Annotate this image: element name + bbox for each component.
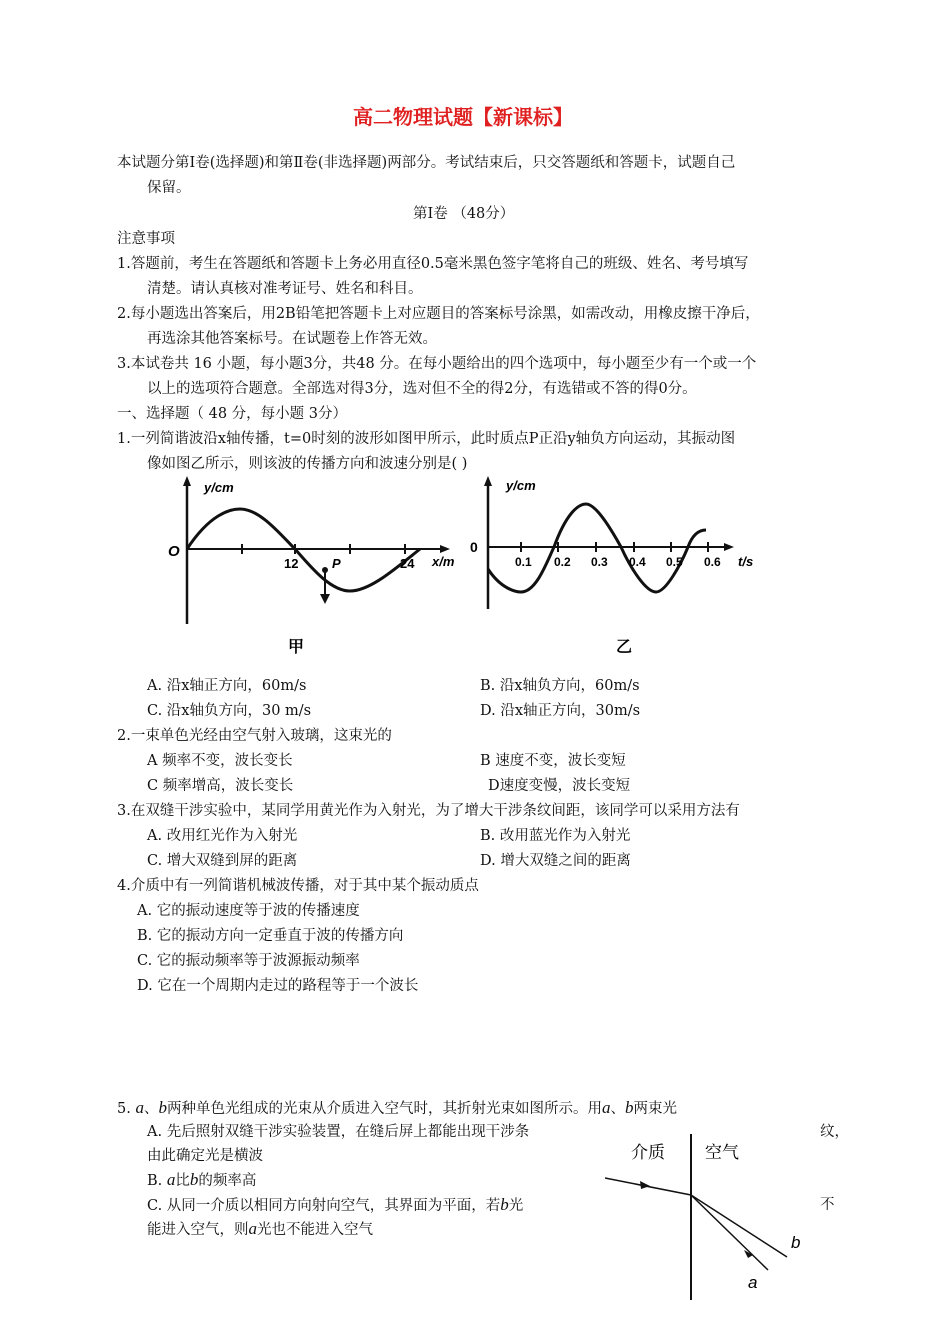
q5-stem [117,1098,677,1119]
q5-sep2: 、 [610,1101,625,1117]
q1-option-d: D. 沿x轴正方向，30m/s [480,703,641,719]
q5-option-c-line2-post: 光也不能进入空气 [257,1222,373,1238]
q1-option-c: C. 沿x轴负方向，30 m/s [147,703,312,719]
wave-graph-jia [160,474,470,664]
page-title: 高二物理试题【新课标】 [353,105,573,129]
q1-option-a: A. 沿x轴正方向，60m/s [147,678,307,694]
yi-tick-2: 0.2 [554,555,571,569]
ray-b-label: b [791,1233,801,1252]
jia-origin: O [168,543,180,560]
notes-heading: 注意事项 [117,231,175,247]
q2-option-a: A 频率不变，波长变长 [147,753,293,769]
q4-option-d: D. 它在一个周期内走过的路程等于一个波长 [137,978,419,994]
part-heading: 一、选择题（ 48 分，每小题 3分） [117,406,348,422]
intro-line-1: 本试题分第Ⅰ卷(选择题)和第Ⅱ卷(非选择题)两部分。考试结束后，只交答题纸和答题卡，试题自己 [117,155,736,171]
yi-caption: 乙 [616,639,633,656]
yi-x-arrow [724,543,734,551]
q4-option-b: B. 它的振动方向一定垂直于波的传播方向 [137,928,404,944]
q5-number: 5. [117,1101,131,1117]
q5-var-b: b [158,1098,167,1117]
refraction-diagram [605,1130,820,1305]
jia-ylabel: y/cm [204,480,234,495]
q5-option-c-line2-pre: 能进入空气，则 [147,1222,249,1238]
q5-option-a-line-1: A. 先后照射双缝干涉实验装置，在缝后屏上都能出现干涉条 [147,1124,530,1140]
q5-option-c-text: C. 从同一介质以相同方向射向空气，其界面为平面，若 [147,1198,501,1214]
medium-label: 介质 [631,1143,665,1162]
jia-y-arrow [183,476,191,486]
vibration-graph-yi [466,474,766,664]
ray-b [691,1195,787,1257]
jia-point-label: P [332,556,341,571]
q3-option-c: C. 增大双缝到屏的距离 [147,853,298,869]
q5-option-c-var-b: b [500,1195,509,1214]
note-1-line-1: 1.答题前，考生在答题纸和答题卡上务必用直径0.5毫米黑色签字笔将自己的班级、姓名、考号填写 [117,256,749,272]
q5-stem-text: 两种单色光组成的光束从介质进入空气时，其折射光束如图所示。用 [166,1101,602,1117]
q4-option-a: A. 它的振动速度等于波的传播速度 [137,903,360,919]
q5-option-b-text: 的频率高 [198,1173,257,1189]
note-3-line-1: 3.本试卷共 16 小题，每小题3分，共48 分。在每小题给出的四个选项中，每小题至少有一个或一个 [117,356,757,372]
yi-tick-1: 0.1 [515,555,532,569]
q2-option-d: D速度变慢，波长变短 [488,778,631,794]
q1-option-b: B. 沿x轴负方向，60m/s [480,678,640,694]
jia-caption: 甲 [288,639,305,656]
note-1-line-2: 清楚。请认真核对准考证号、姓名和科目。 [147,281,423,297]
yi-y-arrow [484,476,492,486]
yi-xlabel: t/s [738,554,754,569]
q1-stem-line-2: 像如图乙所示，则该波的传播方向和波速分别是( ) [147,456,468,472]
q2-stem: 2.一束单色光经由空气射入玻璃，这束光的 [117,728,392,744]
q5-option-b-var-a: a [166,1170,176,1189]
q3-stem: 3.在双缝干涉实验中，某同学用黄光作为入射光，为了增大干涉条纹间距，该同学可以采用方法有 [117,803,740,819]
note-2-line-2: 再选涂其他答案标号。在试题卷上作答无效。 [147,331,437,347]
yi-origin: 0 [470,539,478,555]
q5-var-a2: a [601,1098,611,1117]
air-label: 空气 [705,1143,739,1162]
yi-tick-6: 0.6 [704,555,721,569]
jia-tick-24: 24 [400,556,415,571]
q5-sep: 、 [143,1101,159,1117]
q3-option-b: B. 改用蓝光作为入射光 [480,828,631,844]
note-3-line-2: 以上的选项符合题意。全部选对得3分，选对但不全的得2分，有选错或不答的得0分。 [147,381,697,397]
q5-option-c-var-a: a [248,1219,257,1238]
jia-xlabel: x/m [432,554,455,569]
q4-stem: 4.介质中有一列简谐机械波传播，对于其中某个振动质点 [117,878,479,894]
q5-option-c-line-2 [147,1219,373,1240]
q1-stem-line-1: 1.一列简谐波沿x轴传播，t=0时刻的波形如图甲所示，此时质点P正沿y轴负方向运动，其振动图 [117,431,736,447]
q4-option-c: C. 它的振动频率等于波源振动频率 [137,953,360,969]
yi-tick-4: 0.4 [629,555,646,569]
q5-stem-end: 两束光 [633,1101,677,1117]
yi-tick-5: 0.5 [666,555,683,569]
yi-tick-3: 0.3 [591,555,608,569]
point-p [322,567,328,573]
intro-line-2: 保留。 [147,180,191,196]
q2-option-b: B 速度不变，波长变短 [480,753,626,769]
q5-option-b [147,1170,256,1191]
jia-tick-12: 12 [284,556,299,571]
q3-option-d: D. 增大双缝之间的距离 [480,853,631,869]
q2-option-c: C 频率增高，波长变长 [147,778,294,794]
ray-a [691,1195,768,1270]
q5-option-c-post: 光 [508,1198,524,1214]
q5-option-b-mid: 比 [175,1173,190,1189]
note-2-line-1: 2.每小题选出答案后，用2B铅笔把答题卡上对应题目的答案标号涂黑，如需改动，用橡皮擦干净后， [117,306,760,322]
ray-a-label: a [748,1273,758,1292]
q5-option-c-line-1-end: 不 [820,1197,835,1213]
q5-var-b2: b [624,1098,634,1117]
q5-option-b-prefix: B. [147,1173,163,1189]
q5-var-a: a [135,1098,144,1117]
jia-x-arrow [440,545,450,553]
yi-ylabel: y/cm [506,478,536,493]
q5-option-a-line-2: 由此确定光是横波 [147,1148,263,1164]
q5-option-a-line-1-end: 纹， [820,1124,849,1140]
q5-option-b-var-b: b [189,1170,199,1189]
section-heading: 第Ⅰ卷 （48分） [413,206,515,222]
q5-option-c-line-1 [147,1195,523,1216]
q3-option-a: A. 改用红光作为入射光 [147,828,298,844]
